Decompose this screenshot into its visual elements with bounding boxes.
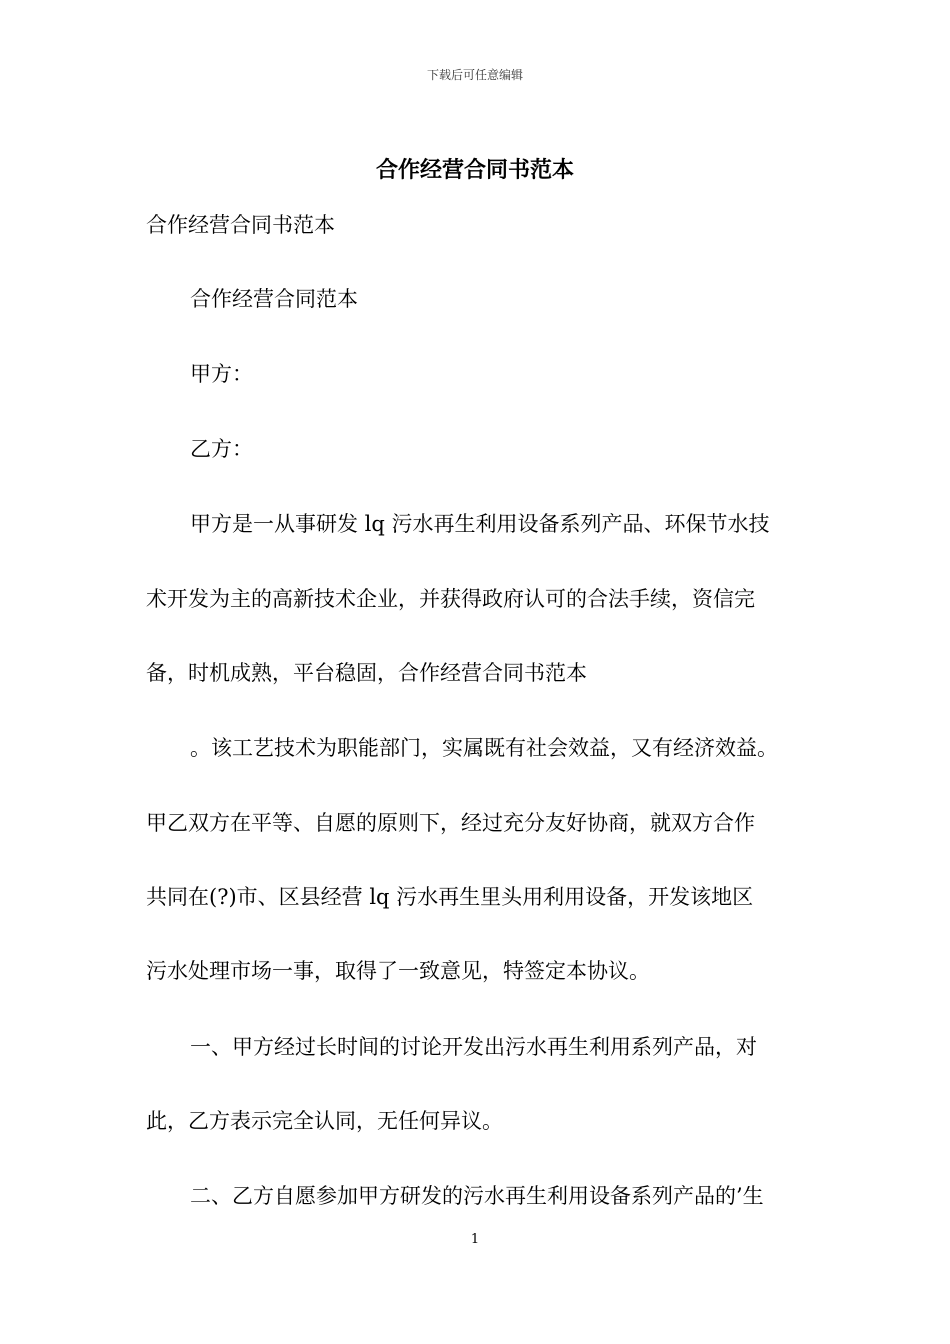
text-line-10: 共同在(?)市、区县经营 lq 污水再生里头用利用设备，开发该地区 (146, 885, 754, 909)
text-line-3: 甲方： (190, 362, 253, 386)
text-line-12: 一、甲方经过长时间的讨论开发出污水再生利用系列产品，对 (190, 1035, 757, 1059)
text-line-7: 备，时机成熟，平台稳固，合作经营合同书范本 (146, 661, 587, 685)
document-title: 合作经营合同书范本 (375, 157, 574, 183)
text-line-8: 。该工艺技术为职能部门，实属既有社会效益，又有经济效益。 (190, 736, 778, 760)
page-header-note: 下载后可任意编辑 (426, 68, 523, 82)
text-line-11: 污水处理市场一事，取得了一致意见，特签定本协议。 (146, 959, 650, 983)
text-line-4: 乙方： (190, 437, 253, 461)
text-line-9: 甲乙双方在平等、自愿的原则下，经过充分友好协商，就双方合作 (146, 811, 755, 835)
page-number: 1 (470, 1232, 480, 1247)
text-line-5: 甲方是一从事研发 lq 污水再生利用设备系列产品、环保节水技 (190, 512, 770, 536)
text-line-2: 合作经营合同范本 (190, 287, 358, 311)
text-line-6: 术开发为主的高新技术企业，并获得政府认可的合法手续，资信完 (146, 587, 755, 611)
text-line-14: 二、乙方自愿参加甲方研发的污水再生利用设备系列产品的’生 (190, 1184, 764, 1208)
text-line-13: 此，乙方表示完全认同，无任何异议。 (146, 1109, 503, 1133)
text-line-1: 合作经营合同书范本 (146, 213, 335, 237)
